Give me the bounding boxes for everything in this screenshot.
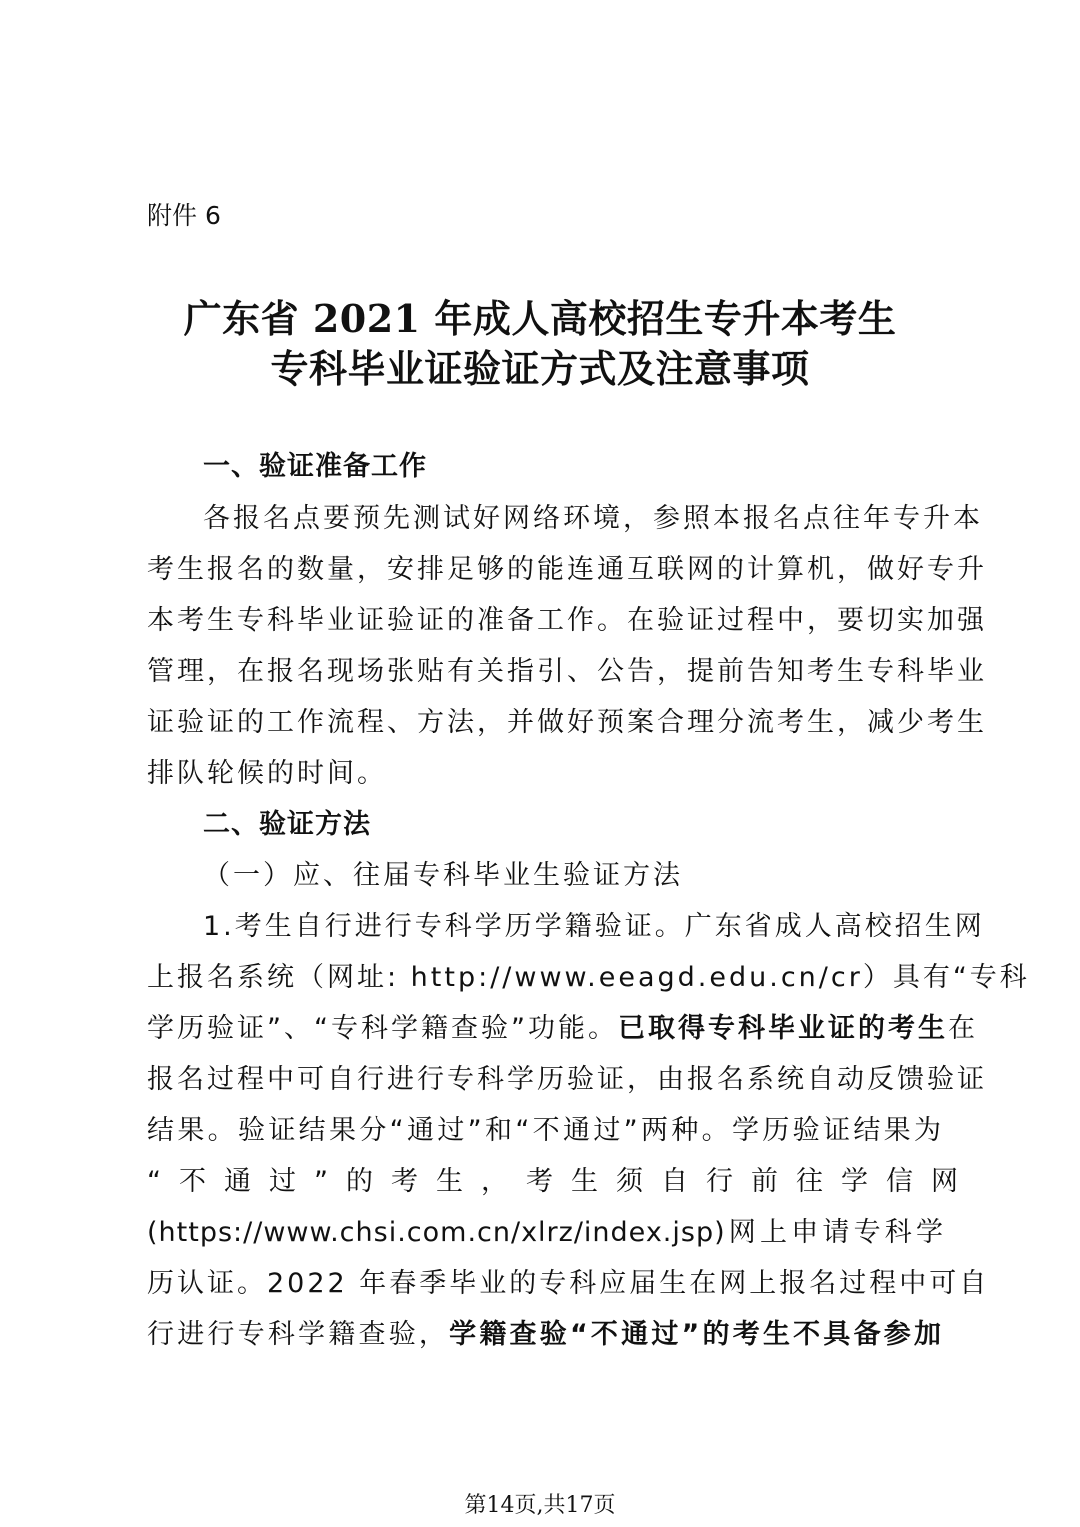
paragraph-line [147, 1006, 978, 1045]
section-1-heading: 一、验证准备工作 [203, 451, 427, 482]
page-footer: 第14页,共17页 [464, 1493, 616, 1518]
subsection-heading: （一）应、往届专科毕业生验证方法 [203, 860, 683, 891]
paragraph-line: 排队轮候的时间。 [147, 758, 387, 789]
paragraph-line: 管理，在报名现场张贴有关指引、公告，提前告知考生专科毕业 [147, 656, 987, 687]
paragraph-line: 证验证的工作流程、方法，并做好预案合理分流考生，减少考生 [147, 707, 987, 738]
paragraph-line: 本考生专科毕业证验证的准备工作。在验证过程中，要切实加强 [147, 605, 987, 636]
paragraph-line: 1.考生自行进行专科学历学籍验证。广东省成人高校招生网 [203, 911, 985, 942]
paragraph-line: (https://www.chsi.com.cn/xlrz/index.jsp)网上申请专科学 [147, 1217, 944, 1248]
text-span: 学历验证”、“专科学籍查验”功能。 [147, 1013, 618, 1044]
paragraph-line [147, 1312, 944, 1351]
paragraph-line: 结果。验证结果分“通过”和“不通过”两种。学历验证结果为 [147, 1115, 944, 1146]
bold-emphasis: 已取得专科毕业证的考生 [617, 1013, 948, 1044]
paragraph-line: 历认证。2022 年春季毕业的专科应届生在网上报名过程中可自 [147, 1268, 990, 1299]
bold-emphasis: 学籍查验“不通过”的考生不具备参加 [449, 1319, 944, 1350]
paragraph-line: 上报名系统（网址: http://www.eeagd.edu.cn/cr）具有“专科 [147, 962, 1030, 993]
paragraph-line: 考生报名的数量，安排足够的能连通互联网的计算机，做好专升 [147, 554, 987, 585]
paragraph-line: 报名过程中可自行进行专科学历验证，由报名系统自动反馈验证 [147, 1064, 987, 1095]
attachment-label: 附件 6 [147, 201, 221, 230]
section-2-heading: 二、验证方法 [203, 809, 371, 840]
text-span: 在 [947, 1013, 978, 1044]
paragraph-line: 各报名点要预先测试好网络环境，参照本报名点往年专升本 [203, 503, 983, 534]
paragraph-line: “不通过”的考生，考生须自行前往学信网 [147, 1166, 976, 1197]
document-title-line-2: 专科毕业证验证方式及注意事项 [270, 346, 810, 391]
text-span: 行进行专科学籍查验， [147, 1319, 450, 1350]
document-title-line-1: 广东省 2021 年成人高校招生专升本考生 [183, 296, 897, 341]
